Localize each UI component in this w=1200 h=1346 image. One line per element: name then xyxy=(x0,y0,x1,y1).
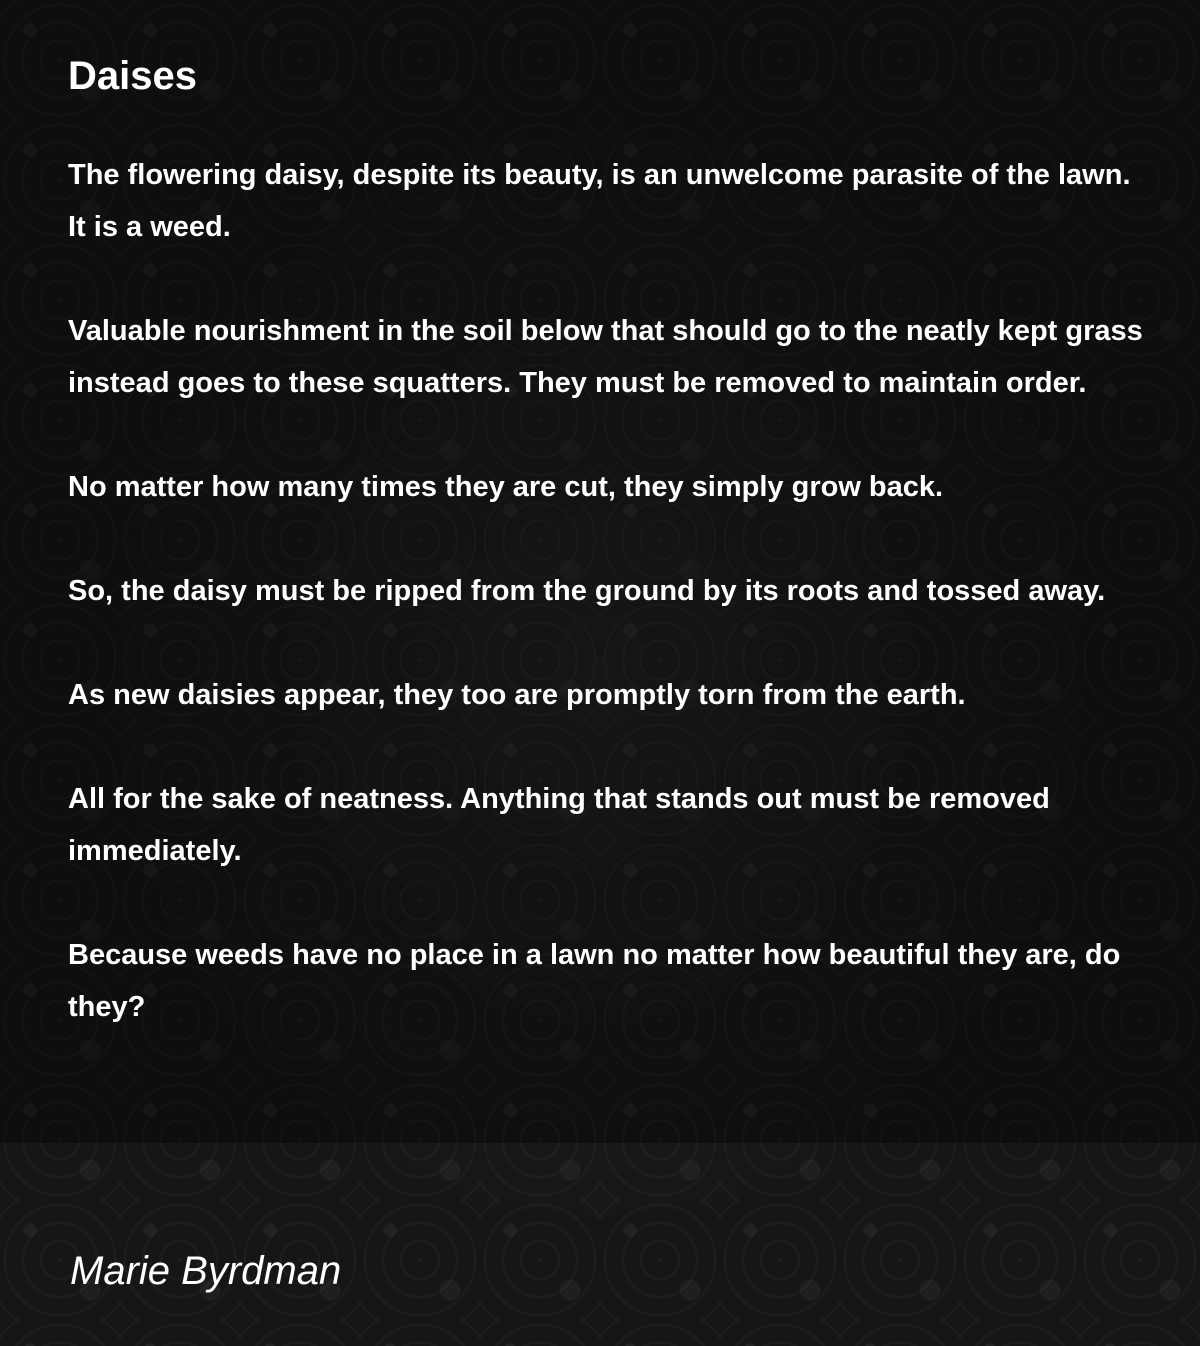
poem-stanza: So, the daisy must be ripped from the ground by its roots and tossed away. xyxy=(68,575,1106,607)
poem-stanza: As new daisies appear, they too are promptly torn from the earth. xyxy=(68,679,966,711)
poem-title: Daises xyxy=(68,54,197,98)
poem-body xyxy=(68,149,1148,1033)
poem-stanza: All for the sake of neatness. Anything that stands out must be removed immediately. xyxy=(68,783,1050,867)
poem-stanza: No matter how many times they are cut, they simply grow back. xyxy=(68,471,944,503)
poem-stanza: Because weeds have no place in a lawn no matter how beautiful they are, do they? xyxy=(68,939,1121,1023)
poem-stanza: Valuable nourishment in the soil below that should go to the neatly kept grass instead goes to these squatters. They must be removed to maintain order. xyxy=(68,315,1143,399)
poem-author: Marie Byrdman xyxy=(70,1249,342,1293)
poem-stanza: The flowering daisy, despite its beauty, is an unwelcome parasite of the lawn. It is a weed. xyxy=(68,159,1131,243)
